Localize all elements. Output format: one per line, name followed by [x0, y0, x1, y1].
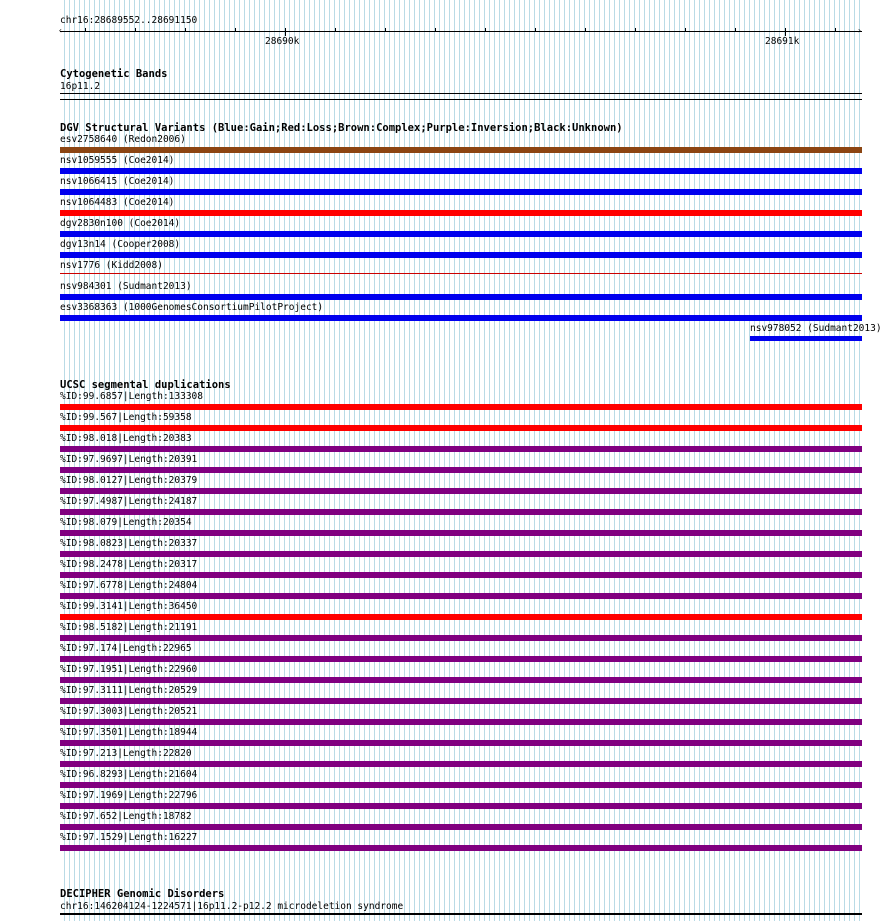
feature-bar[interactable]	[60, 761, 862, 767]
feature-bar[interactable]	[750, 336, 862, 341]
feature-label[interactable]: %ID:97.1529|Length:16227	[60, 832, 198, 843]
feature-bar[interactable]	[60, 189, 862, 195]
segdup-track-title[interactable]: UCSC segmental duplications	[60, 379, 231, 391]
feature-bar[interactable]	[60, 530, 862, 536]
feature-bar[interactable]	[60, 572, 862, 578]
ruler-minor-tick	[735, 28, 736, 32]
feature-label[interactable]: %ID:99.567|Length:59358	[60, 412, 192, 423]
feature-bar[interactable]	[60, 210, 862, 216]
ruler-minor-tick	[635, 28, 636, 32]
feature-bar[interactable]	[60, 315, 862, 321]
feature-label[interactable]: nsv978052 (Sudmant2013)	[750, 323, 882, 334]
feature-label[interactable]: %ID:99.3141|Length:36450	[60, 601, 198, 612]
feature-bar[interactable]	[60, 824, 862, 830]
feature-label[interactable]: nsv1776 (Kidd2008)	[60, 260, 163, 271]
feature-bar[interactable]	[60, 614, 862, 620]
feature-label[interactable]: %ID:96.8293|Length:21604	[60, 769, 198, 780]
ruler-tick-label: 28691k	[765, 36, 800, 47]
ruler-right-arrow-icon: ›	[857, 26, 862, 35]
decipher-feature-bar[interactable]	[60, 913, 862, 915]
feature-bar[interactable]	[60, 677, 862, 683]
feature-label[interactable]: %ID:97.1951|Length:22960	[60, 664, 198, 675]
cytoband-line-bottom	[60, 99, 862, 100]
feature-bar[interactable]	[60, 425, 862, 431]
decipher-track-title[interactable]: DECIPHER Genomic Disorders	[60, 888, 225, 900]
cytoband-line-top	[60, 93, 862, 94]
feature-bar[interactable]	[60, 740, 862, 746]
feature-bar[interactable]	[60, 845, 862, 851]
feature-label[interactable]: esv2758640 (Redon2006)	[60, 134, 186, 145]
feature-label[interactable]: nsv1066415 (Coe2014)	[60, 176, 175, 187]
feature-label[interactable]: %ID:97.3003|Length:20521	[60, 706, 198, 717]
feature-label[interactable]: %ID:97.3501|Length:18944	[60, 727, 198, 738]
ruler-minor-tick	[385, 28, 386, 32]
ruler-minor-tick	[585, 28, 586, 32]
dgv-track-title[interactable]: DGV Structural Variants (Blue:Gain;Red:Loss;Brown:Complex;Purple:Inversion;Black:Unknown)	[60, 122, 623, 134]
feature-bar[interactable]	[60, 231, 862, 237]
feature-bar[interactable]	[60, 273, 862, 274]
ruler-minor-tick	[485, 28, 486, 32]
feature-bar[interactable]	[60, 635, 862, 641]
ruler-minor-tick	[335, 28, 336, 32]
feature-label[interactable]: %ID:97.9697|Length:20391	[60, 454, 198, 465]
feature-bar[interactable]	[60, 509, 862, 515]
feature-label[interactable]: %ID:98.0823|Length:20337	[60, 538, 198, 549]
feature-label[interactable]: %ID:97.6778|Length:24804	[60, 580, 198, 591]
ruler-minor-tick	[235, 28, 236, 32]
feature-label[interactable]: %ID:97.213|Length:22820	[60, 748, 192, 759]
feature-bar[interactable]	[60, 252, 862, 258]
ruler-minor-tick	[135, 28, 136, 32]
feature-label[interactable]: %ID:98.0127|Length:20379	[60, 475, 198, 486]
feature-bar[interactable]	[60, 147, 862, 153]
feature-bar[interactable]	[60, 551, 862, 557]
ruler-minor-tick	[535, 28, 536, 32]
feature-bar[interactable]	[60, 488, 862, 494]
feature-bar[interactable]	[60, 656, 862, 662]
feature-label[interactable]: nsv984301 (Sudmant2013)	[60, 281, 192, 292]
feature-label[interactable]: %ID:97.174|Length:22965	[60, 643, 192, 654]
ruler-major-tick	[285, 28, 286, 36]
feature-bar[interactable]	[60, 404, 862, 410]
feature-label[interactable]: nsv1064483 (Coe2014)	[60, 197, 175, 208]
ruler-left-arrow-icon: ‹	[58, 26, 63, 35]
feature-bar[interactable]	[60, 593, 862, 599]
feature-label[interactable]: %ID:98.018|Length:20383	[60, 433, 192, 444]
feature-label[interactable]: %ID:98.5182|Length:21191	[60, 622, 198, 633]
ruler-minor-tick	[435, 28, 436, 32]
ruler-minor-tick	[185, 28, 186, 32]
feature-label[interactable]: %ID:97.3111|Length:20529	[60, 685, 198, 696]
feature-label[interactable]: dgv13n14 (Cooper2008)	[60, 239, 181, 250]
feature-label[interactable]: nsv1059555 (Coe2014)	[60, 155, 175, 166]
feature-bar[interactable]	[60, 698, 862, 704]
feature-label[interactable]: %ID:97.1969|Length:22796	[60, 790, 198, 801]
feature-label[interactable]: esv3368363 (1000GenomesConsortiumPilotProject)	[60, 302, 324, 313]
feature-bar[interactable]	[60, 446, 862, 452]
ruler-tick-label: 28690k	[265, 36, 300, 47]
feature-bar[interactable]	[60, 467, 862, 473]
feature-bar[interactable]	[60, 803, 862, 809]
ruler-major-tick	[785, 28, 786, 36]
cytoband-track-title[interactable]: Cytogenetic Bands	[60, 68, 168, 80]
cytoband-label: 16p11.2	[60, 81, 101, 92]
decipher-feature-label[interactable]: chr16:146204124-1224571|16p11.2-p12.2 microdeletion syndrome	[60, 901, 404, 912]
ruler-minor-tick	[685, 28, 686, 32]
feature-bar[interactable]	[60, 782, 862, 788]
ruler-minor-tick	[835, 28, 836, 32]
feature-label[interactable]: %ID:99.6857|Length:133308	[60, 391, 203, 402]
feature-label[interactable]: %ID:97.652|Length:18782	[60, 811, 192, 822]
feature-bar[interactable]	[60, 294, 862, 300]
feature-bar[interactable]	[60, 168, 862, 174]
feature-label[interactable]: %ID:98.079|Length:20354	[60, 517, 192, 528]
feature-bar[interactable]	[60, 719, 862, 725]
feature-label[interactable]: %ID:97.4987|Length:24187	[60, 496, 198, 507]
feature-label[interactable]: %ID:98.2478|Length:20317	[60, 559, 198, 570]
feature-label[interactable]: dgv2830n100 (Coe2014)	[60, 218, 181, 229]
ruler-minor-tick	[85, 28, 86, 32]
ruler-location: chr16:28689552..28691150	[60, 15, 198, 26]
ruler-axis	[60, 31, 862, 32]
